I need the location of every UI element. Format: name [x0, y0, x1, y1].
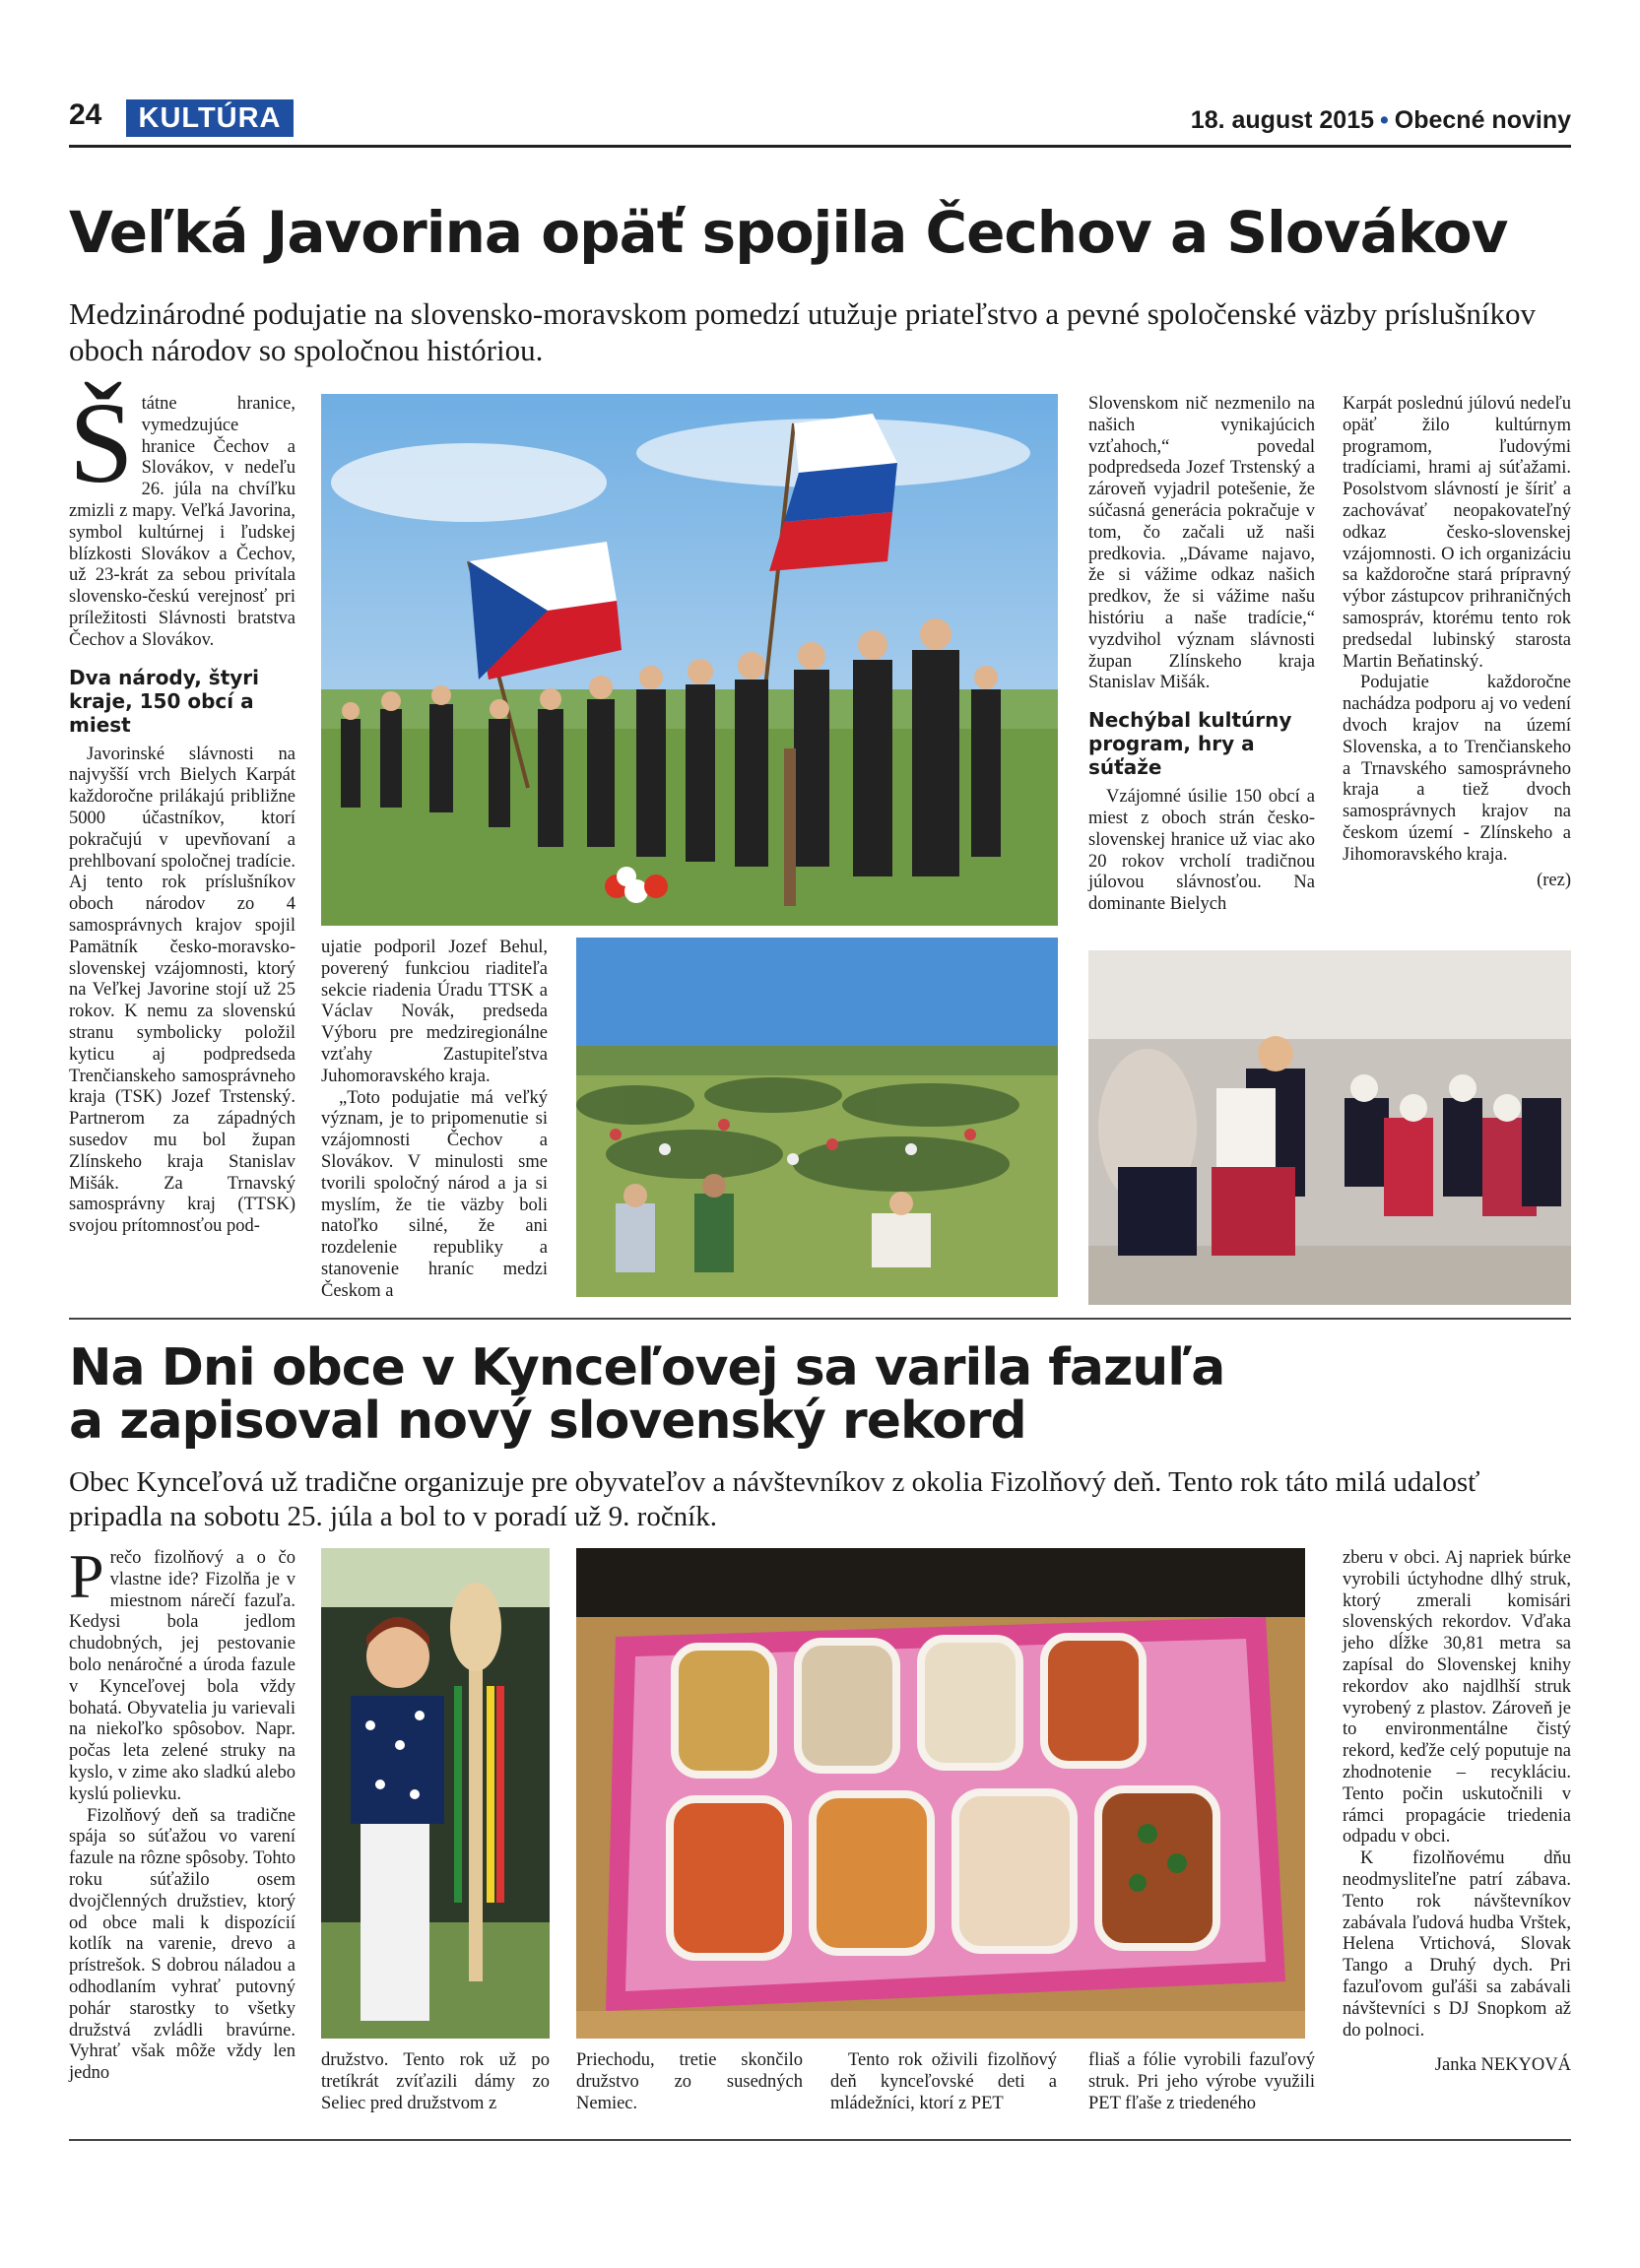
article2-col5: fliaš a fólie vyrobili fazuľový struk. Pri jeho výrobe využili PET fľaše z triedeného [1088, 2050, 1315, 2113]
article1-column-1 [69, 378, 295, 1238]
article1-column-3 [1088, 394, 1315, 916]
article2-headline [69, 1338, 1571, 1451]
article2-signature: Janka NEKYOVÁ [1434, 2055, 1571, 2076]
article2-column-4 [830, 2050, 1057, 2114]
article2-col4: Tento rok oživili fizolňový deň kynceľovské deti a mládežníci, ktorí z PET [830, 2050, 1057, 2113]
article2-col1-p2: Fizolňový deň sa tradične spája so súťažou vo varení fazule na rôzne spôsoby. Tohto roku súťažilo osem dvojčlenných družstiev, ktorý od obce mali k dispozícií kotlík na varenie, drevo a prístrešok. S dobrou náladou a odhodlaním vyhrať putovný pohár starostky to všetky družstvá zvládli bravúrne. Vyhrať však môže vždy len jedno [69, 1805, 295, 2084]
article1-col2-p1: ujatie podporil Jozef Behul, poverený funkciou riaditeľa sekcie riadenia Úradu TTSK a Václav Novák, predseda Výboru pre medziregionálne vzťahy Zastupiteľstva Juhomoravského kraja. [321, 938, 548, 1086]
article1-col1-body: Javorinské slávnosti na najvyšší vrch Bielych Karpát každoročne prilákajú približne 5000 účastníkov, ktorí pokračujú v upevňovaní a prehlbovaní spoločnej tradície. Aj tento rok príslušníkov oboch národov zo 4 samosprávnych krajov spojil Pamätník česko-moravsko-slovenskej vzájomnosti, ktorý na Veľkej Javorine stojí už 25 rokov. K nemu za slovenskú stranu symbolicky položil kyticu aj podpredseda Trenčianskeho samosprávneho kraja (TSK) Jozef Trstenský. Partnerom za západných susedov mu bol župan Zlínskeho kraja Stanislav Mišák. Za Trnavský samosprávny kraj (TTSK) svojou prítomnosťou pod- [69, 744, 295, 1237]
article2-column-2 [321, 2050, 550, 2114]
article1-signature: (rez) [1537, 870, 1571, 890]
article1-col4-p1: Karpát poslednú júlovú nedeľu opäť žilo kultúrnym programom, ľudovými tradíciami, hrami aj súťažami. Posolstvom slávností je šíriť a zachovávať neopakovateľný odkaz česko-slovenskej vzájomnosti. O ich organizáciu sa každoročne stará prípravný výbor zástupcov prihraničných samospráv, ktorému tento rok predsedal lubinský starosta Martin Beňatinský. [1343, 394, 1571, 672]
article2-col2: družstvo. Tento rok už po tretíkrát zvíťazili dámy zo Seliec pred družstvom z [321, 2050, 550, 2113]
issue-date: 18. august 2015 [1190, 106, 1375, 134]
article2-column-5 [1088, 2050, 1315, 2114]
article2-col6-p1: zberu v obci. Aj napriek búrke vyrobili úctyhodne dlhý struk, ktorý zmerali komisári slovenských rekordov. Vďaka jeho dĺžke 30,81 metra sa zapísal do Slovenskej knihy rekordov ako najdlhší struk vyrobený z plastov. Zároveň je to environmentálne čistý rekord, keďže celý poputuje na zhodnotenie – recykláciu. Tento počin uskutočnili v rámci propagácie triedenia odpadu v obci. [1343, 1548, 1571, 1847]
article1-headline: Veľká Javorina opäť spojila Čechov a Slovákov [69, 199, 1508, 266]
article1-col3-p2: Vzájomné úsilie 150 obcí a miest z oboch strán česko-slovenskej hranice už viac ako 20 rokov vrcholí tradičnou júlovou slávnosťou. Na dominante Bielych [1088, 787, 1315, 915]
footer-rule [69, 2139, 1571, 2141]
header-rule [69, 145, 1571, 148]
drop-cap: Š [69, 378, 134, 507]
article2-lead: Obec Kynceľová už tradične organizuje pre obyvateľov a návštevníkov z okolia Fizolňový deň. Tento rok táto milá udalosť pripadla na sobotu 25. júla a bol to v poradí už 9. ročník. [69, 1466, 1480, 1532]
article1-subhead-2: Nechýbal kultúrny program, hry a súťaže [1088, 708, 1292, 780]
article1-col3-p1: Slovenskom nič nezmenilo na našich vynikajúcich vzťahoch,“ povedal podpredseda Jozef Trstenský a zároveň vyjadril potešenie, že súčasná generácia pokračuje v tom, čo začali už naši predkovia. „Dávame najavo, že si vážime odkaz našich predkov, že si vážime našu históriu a naše tradície,“ vyzdvihol význam slávnosti župan Zlínskeho kraja Stanislav Mišák. [1088, 394, 1315, 693]
article2-col3: Priechodu, tretie skončilo družstvo zo susedných Nemiec. [576, 2050, 803, 2113]
article2-col1-p1: rečo fizolňový a o čo vlastne ide? Fizolňa je v miestnom nárečí fazuľa. Kedysi bola jedlom chudobných, jej pestovanie bolo nenáročné a úroda fazule v Kynceľovej bola vždy bohatá. Obyvatelia ju varievali na niekoľko spôsobov. Napr. počas leta zelené struky na kyslo, v zime ako sladkú alebo kyslú polievku. [69, 1548, 295, 1804]
article2-column-3 [576, 2050, 803, 2114]
photo-folk-dancers [1088, 950, 1571, 1305]
article1-subhead-1: Dva národy, štyri kraje, 150 obcí a miest [69, 665, 260, 737]
photo-crowd-meadow [576, 938, 1058, 1297]
publication-name: Obecné noviny [1394, 106, 1571, 134]
article-divider [69, 1318, 1571, 1320]
article1-col4-p2: Podujatie každoročne nachádza podporu aj vo vedení dvoch krajov na území Slovenska, a to Trenčianskeho a Trnavského samosprávneho kraja a tiež dvoch samosprávnych krajov na českom území - Zlínskeho a Jihomoravského kraja. [1343, 673, 1571, 865]
article2-column-6 [1343, 1548, 1571, 2077]
article2-headline-line1: Na Dni obce v Kynceľovej sa varila fazuľa [69, 1338, 1225, 1397]
section-label: KULTÚRA [126, 99, 294, 137]
page-number: 24 [69, 98, 102, 131]
article2-column-1 [69, 1541, 295, 2085]
separator: • [1380, 106, 1389, 134]
photo-bean-dishes [576, 1548, 1305, 2039]
article1-column-2 [321, 938, 548, 1303]
photo-ceremony-flags [321, 394, 1058, 926]
article1-intro: tátne hranice, vymedzujúce hranice Čechov a Slovákov, v nedeľu 26. júla na chvíľku zmizli z mapy. Veľká Javorina, symbol kultúrnej i ľudskej blízkosti Slovákov a Čechov, už 23-krát za sebou privítala slovensko-českú verejnosť pri príležitosti Slávnosti bratstva Čechov a Slovákov. [69, 394, 295, 650]
article1-column-4 [1343, 394, 1571, 891]
photo-woman-with-spoon [321, 1548, 550, 2039]
article1-col2-p2: „Toto podujatie má veľký význam, je to pripomenutie si vzájomnosti Čechov a Slovákov. V minulosti sme tvorili spoločný národ a ja si myslím, že tie väzby boli natoľko silné, že ani rozdelenie republiky a stanovenie hraníc medzi Českom a [321, 1087, 548, 1301]
article2-headline-line2: a zapisoval nový slovenský rekord [69, 1392, 1026, 1451]
article1-lead: Medzinárodné podujatie na slovensko-moravskom pomedzí utužuje priateľstvo a pevné spoločenské väzby príslušníkov oboch národov so spoločnou históriou. [69, 296, 1537, 367]
drop-cap: P [69, 1541, 104, 1611]
issue-info [1191, 106, 1571, 135]
article2-col6-p2: K fizolňovému dňu neodmysliteľne patrí zábava. Tento rok návštevníkov zabávala ľudová hudba Vrštek, Helena Vrtichová, Slovak Tango a Druhý dych. Pri fazuľovom guľáši sa zabávali návštevníci s DJ Snopkom až do polnoci. [1343, 1848, 1571, 2041]
